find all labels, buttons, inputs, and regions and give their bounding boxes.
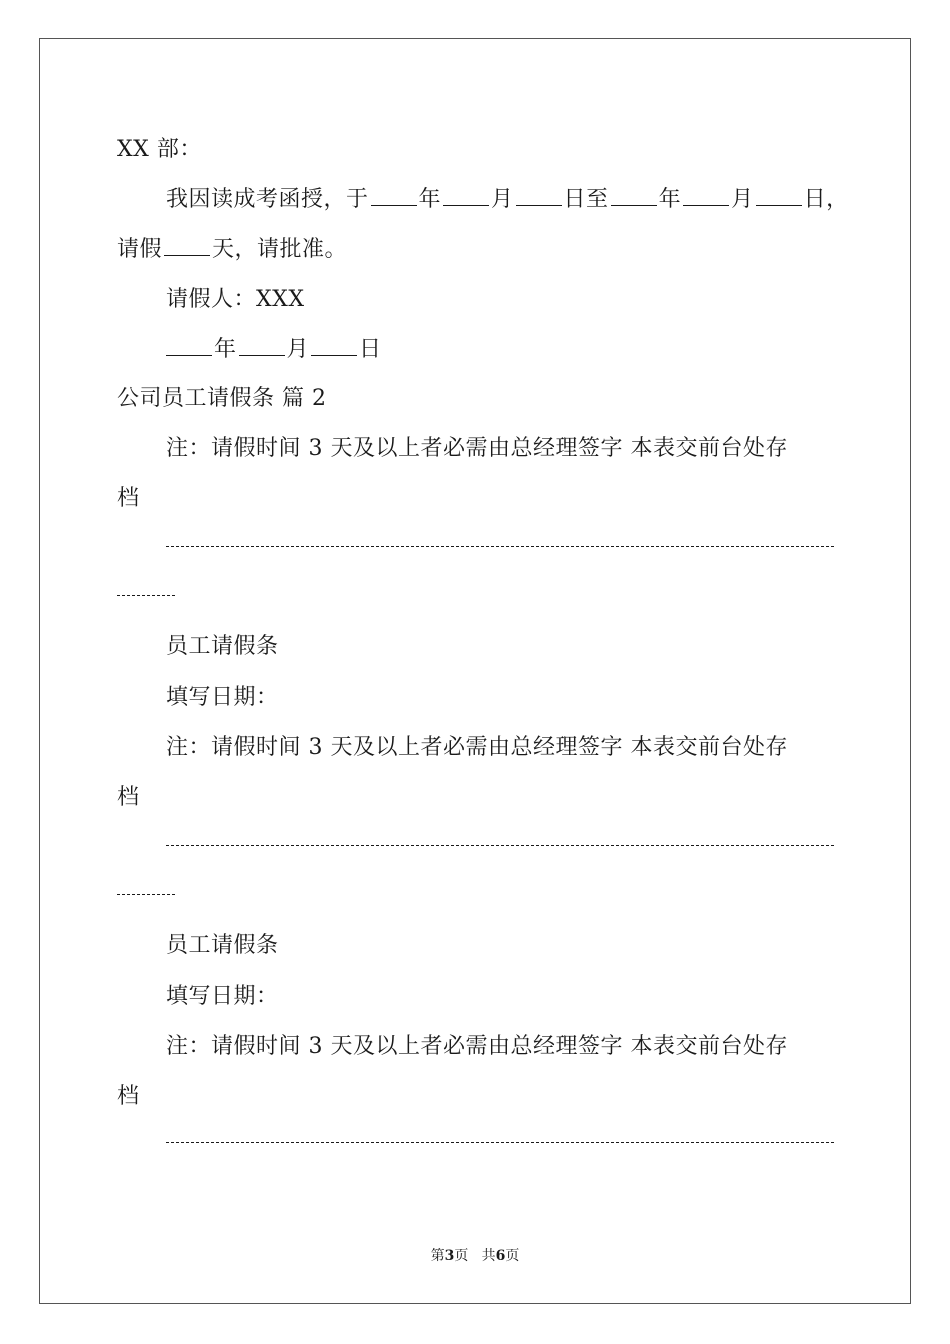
form-title: 员工请假条 <box>166 634 279 659</box>
sign-day-blank <box>311 335 357 356</box>
sign-year-blank <box>166 335 212 356</box>
leave-reason-text: 我因读成考函授，于 <box>166 187 369 212</box>
dashed-separator <box>166 1142 834 1143</box>
dashed-separator-tail <box>117 894 175 895</box>
note-line-1: 注：请假时间 3 天及以上者必需由总经理签字 本表交前台处存 <box>166 436 788 461</box>
dashed-separator <box>166 546 834 547</box>
start-month-blank <box>443 185 489 206</box>
end-year-blank <box>611 185 657 206</box>
leave-request-line-1: 我因读成考函授，于 年 月 日至 年 月 日， <box>166 187 849 212</box>
page-frame <box>39 38 911 1304</box>
section-heading: 公司员工请假条 篇 2 <box>117 386 327 411</box>
start-year-blank <box>371 185 417 206</box>
applicant-line: 请假人：XXX <box>166 287 305 312</box>
note-line-2: 档 <box>117 486 140 511</box>
current-page-number: 3 <box>444 1248 455 1264</box>
salutation: XX 部： <box>117 137 202 162</box>
fill-date-label: 填写日期： <box>166 685 279 710</box>
days-blank <box>164 235 210 256</box>
note-line-1: 注：请假时间 3 天及以上者必需由总经理签字 本表交前台处存 <box>166 1034 788 1059</box>
sign-month-blank <box>239 335 285 356</box>
start-day-blank <box>516 185 562 206</box>
end-day-blank <box>756 185 802 206</box>
dashed-separator <box>166 845 834 846</box>
end-month-blank <box>683 185 729 206</box>
date-line: 年 月 日 <box>166 335 382 365</box>
page-footer: 第3页 共6页 <box>430 1248 520 1264</box>
note-line-2: 档 <box>117 1084 140 1109</box>
fill-date-label: 填写日期： <box>166 984 279 1009</box>
total-page-number: 6 <box>495 1248 506 1264</box>
note-line-1: 注：请假时间 3 天及以上者必需由总经理签字 本表交前台处存 <box>166 735 788 760</box>
note-line-2: 档 <box>117 785 140 810</box>
form-title: 员工请假条 <box>166 933 279 958</box>
leave-request-line-2: 请假 天，请批准。 <box>117 237 348 262</box>
dashed-separator-tail <box>117 595 175 596</box>
